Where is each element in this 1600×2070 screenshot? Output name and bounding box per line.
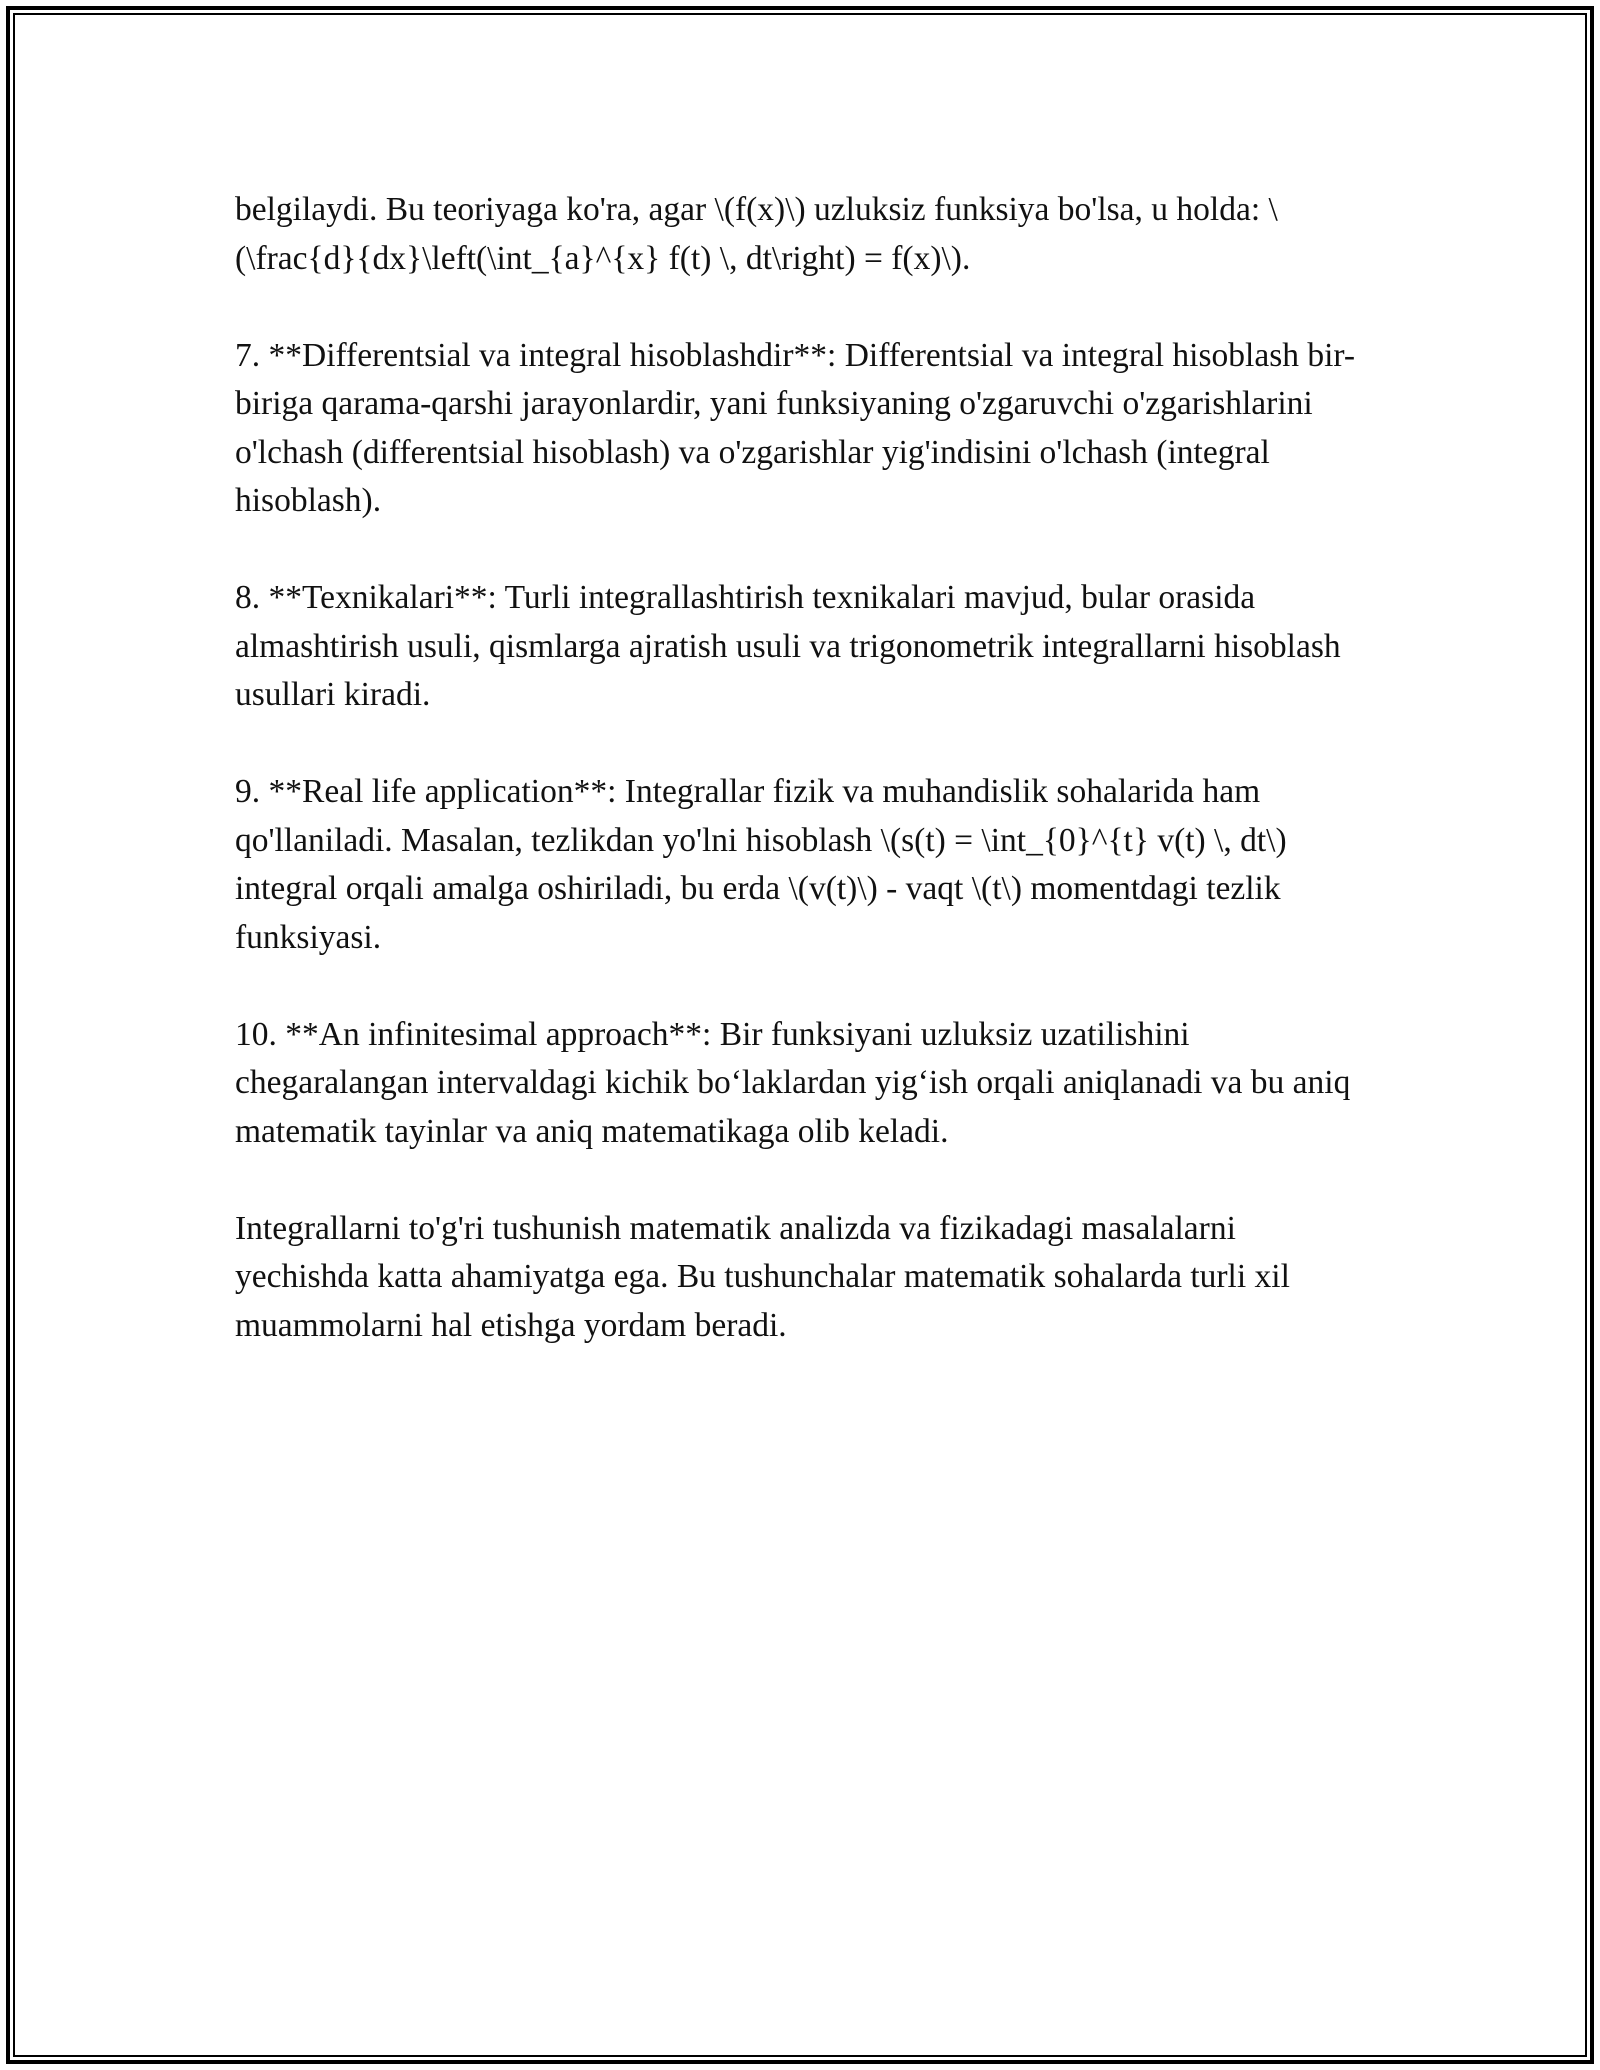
paragraph-item-10: 10. **An infinitesimal approach**: Bir funksiyani uzluksiz uzatilishini chegaralangan intervaldagi kichik bo‘laklardan yig‘ish orqali aniqlanadi va bu aniq matematik tayinlar va aniq matematikaga olib keladi.	[235, 1015, 1351, 1150]
paragraph-item-7: 7. **Differentsial va integral hisoblashdir**: Differentsial va integral hisoblash bir-biriga qarama-qarshi jarayonlardir, yani funksiyaning o'zgaruvchi o'zgarishlarini o'lchash (differentsial hisoblash) va o'zgarishlar yig'indisini o'lchash (integral hisoblash).	[235, 336, 1356, 519]
paragraph-conclusion: Integrallarni to'g'ri tushunish matematik analizda va fizikadagi masalalarni yechishda katta ahamiyatga ega. Bu tushunchalar matematik sohalarda turli xil muammolarni hal etishga yordam beradi.	[235, 1209, 1290, 1344]
paragraph-continuation: belgilaydi. Bu teoriyaga ko'ra, agar \(f(x)\) uzluksiz funksiya bo'lsa, u holda: \(\frac{d}{dx}\left(\int_{a}^{x} f(t) \, dt\right) = f(x)\).	[235, 191, 1278, 277]
paragraph-item-8: 8. **Texnikalari**: Turli integrallashtirish texnikalari mavjud, bular orasida almashtirish usuli, qismlarga ajratish usuli va trigonometrik integrallarni hisoblash usullari kiradi.	[235, 579, 1341, 713]
document-body	[235, 186, 1370, 1399]
paragraph-item-9: 9. **Real life application**: Integrallar fizik va muhandislik sohalarida ham qo'llaniladi. Masalan, tezlikdan yo'lni hisoblash \(s(t) = \int_{0}^{t} v(t) \, dt\) integral orqali amalga oshiriladi, bu erda \(v(t)\) - vaqt \(t\) momentdagi tezlik funksiyasi.	[235, 773, 1287, 956]
